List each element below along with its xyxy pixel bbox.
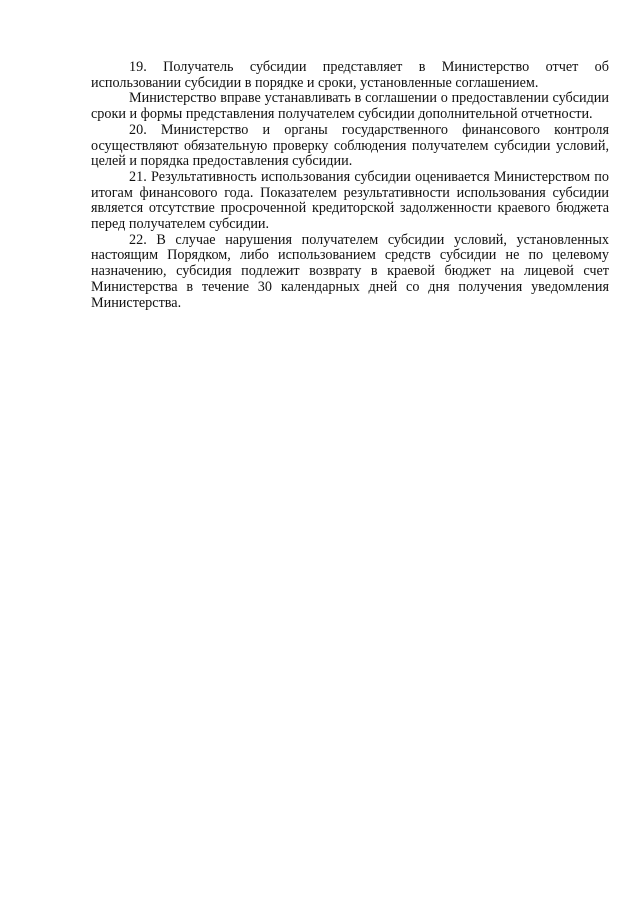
- paragraph-20-control: 20. Министерство и органы государственного финансового контроля осуществляют обязательную проверку соблюдения получателем субсидии условий, целей и порядка предоставления субсидии.: [91, 121, 609, 170]
- document-body: [91, 60, 609, 311]
- paragraph-22-refund: 22. В случае нарушения получателем субсидии условий, установленных настоящим Порядком, либо использованием средств субсидии не по целевому назначению, субсидия подлежит возврату в краевой бюджет на лицевой счет Министерства в течение 30 календарных дней со дня получения уведомления Министерства.: [91, 231, 609, 311]
- paragraph-21-effectiveness: 21. Результативность использования субсидии оценивается Министерством по итогам финансового года. Показателем результативности использования субсидии является отсутствие просроченной кредиторской задолженности краевого бюджета перед получателем субсидии.: [91, 168, 609, 233]
- paragraph-additional-reporting: Министерство вправе устанавливать в соглашении о предоставлении субсидии сроки и формы представления получателем субсидии дополнительной отчетности.: [91, 90, 609, 123]
- paragraph-19-report: 19. Получатель субсидии представляет в Министерство отчет об использовании субсидии в порядке и сроки, установленные соглашением.: [91, 59, 609, 91]
